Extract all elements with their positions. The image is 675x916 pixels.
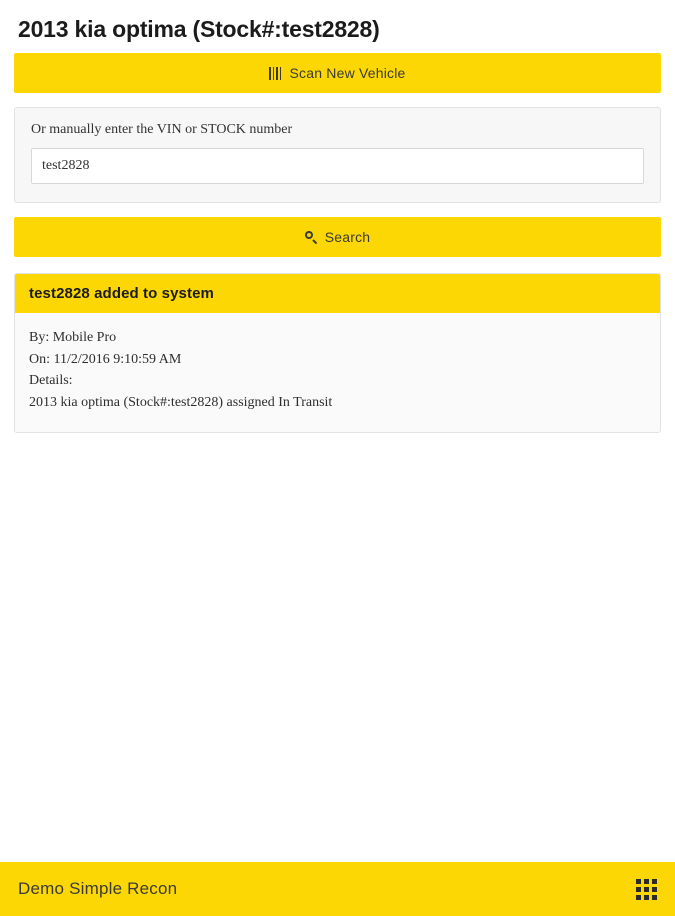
footer-bar	[0, 862, 675, 916]
result-on: On: 11/2/2016 9:10:59 AM	[29, 351, 182, 367]
vin-stock-input[interactable]	[31, 148, 644, 184]
manual-entry-panel	[14, 107, 661, 203]
manual-entry-label: Or manually enter the VIN or STOCK number	[31, 122, 293, 137]
result-by: By: Mobile Pro	[29, 330, 117, 345]
result-card	[14, 273, 661, 433]
result-body	[15, 313, 660, 432]
result-details-label: Details:	[29, 373, 73, 389]
page-title: 2013 kia optima (Stock#:test2828)	[18, 16, 380, 42]
search-button-label: Search	[324, 229, 371, 245]
search-icon	[305, 231, 318, 244]
result-details-text: 2013 kia optima (Stock#:test2828) assigned In Transit	[29, 395, 333, 411]
barcode-icon	[269, 67, 282, 80]
result-header: test2828 added to system	[15, 274, 660, 313]
search-button[interactable]	[14, 217, 661, 257]
footer-app-title: Demo Simple Recon	[18, 879, 178, 898]
app-screen	[0, 16, 675, 916]
grid-menu-icon[interactable]	[636, 879, 657, 900]
scan-new-vehicle-button[interactable]	[14, 53, 661, 93]
scan-new-vehicle-label: Scan New Vehicle	[289, 65, 406, 81]
search-row	[14, 217, 661, 257]
main-content	[0, 16, 675, 433]
